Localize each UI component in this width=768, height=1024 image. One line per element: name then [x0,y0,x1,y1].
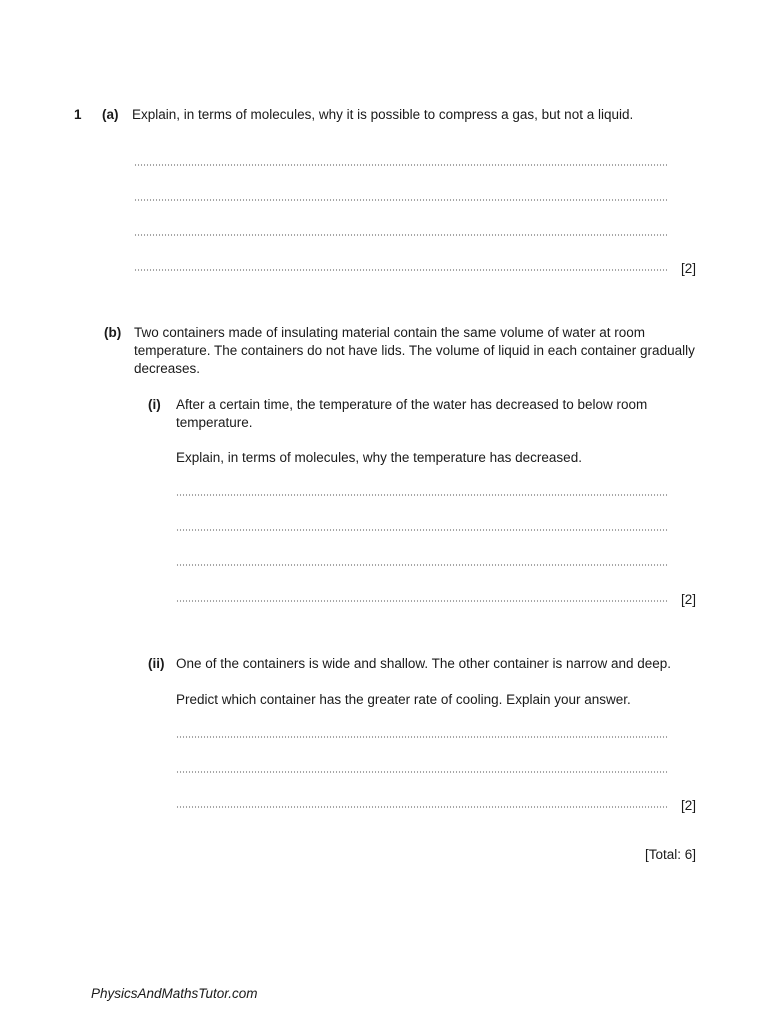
part-b-ii-stem: One of the containers is wide and shallow. The other container is narrow and deep. [176,656,672,671]
part-b-stem: Two containers made of insulating material contain the same volume of water at room temperature. The containers do not have lids. The volume of liquid in each container gradually decreases. [134,325,695,376]
total-marks: [Total: 6] [645,847,697,862]
part-b-ii-marks: [2] [681,798,697,813]
question-number: 1 [74,107,82,122]
answer-line-a-4[interactable] [134,269,667,271]
answer-line-b-ii-1[interactable] [176,736,668,738]
part-b-ii-prompt: Predict which container has the greater rate of cooling. Explain your answer. [176,692,631,707]
part-a-label: (a) [102,107,119,122]
part-a-marks: [2] [681,261,697,276]
part-b-label: (b) [104,325,122,340]
answer-line-b-ii-3[interactable] [176,806,668,808]
answer-line-b-i-2[interactable] [176,529,668,531]
footer-site: PhysicsAndMathsTutor.com [91,986,258,1001]
answer-line-a-3[interactable] [134,234,667,236]
part-b-i-prompt: Explain, in terms of molecules, why the temperature has decreased. [176,450,582,465]
answer-line-b-i-4[interactable] [176,600,668,602]
part-b-i-stem: After a certain time, the temperature of the water has decreased to below room temperature. [176,397,648,430]
part-b-i-label: (i) [148,397,161,412]
answer-line-a-1[interactable] [134,164,667,166]
part-b-i-marks: [2] [681,592,697,607]
answer-line-a-2[interactable] [134,199,667,201]
part-a-question: Explain, in terms of molecules, why it is possible to compress a gas, but not a liquid. [132,107,634,122]
answer-line-b-i-3[interactable] [176,564,668,566]
part-b-ii-label: (ii) [148,656,165,671]
answer-line-b-ii-2[interactable] [176,771,668,773]
answer-line-b-i-1[interactable] [176,494,668,496]
